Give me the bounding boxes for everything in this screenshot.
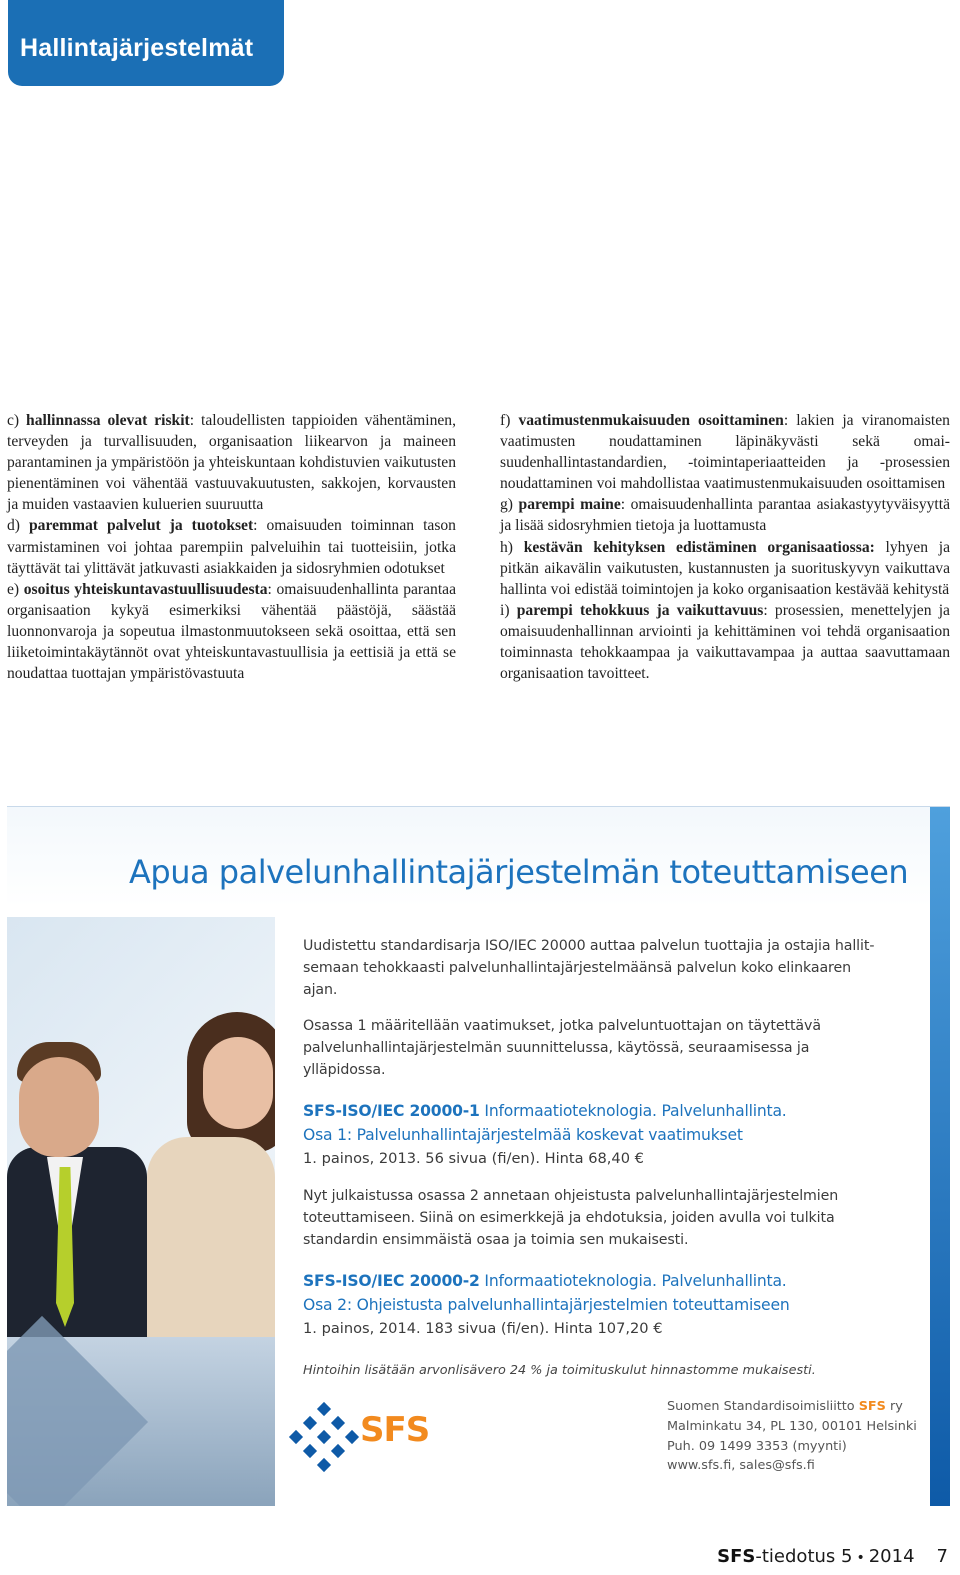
contact-block xyxy=(667,1397,917,1476)
list-item-term: paremmat palvelut ja tuotokset xyxy=(28,517,254,535)
logo-dot xyxy=(289,1430,303,1444)
standard-1-title: SFS-ISO/IEC 20000-1 Informaatioteknologia. Palvelunhallinta. xyxy=(303,1102,787,1120)
standard-2-code: SFS-ISO/IEC 20000-2 xyxy=(303,1272,480,1290)
list-item-term: osoitus yhteiskuntavastuullisuudesta xyxy=(23,580,268,598)
ad-intro-1: Uudistettu standardisarja ISO/IEC 20000 auttaa palvelun tuottajia ja ostajia hallitsemaan tehokkaasti palvelunhallintajärjestelmäänsä palvelun koko elinkaaren ajan. xyxy=(303,938,875,998)
standard-2-price: 1. painos, 2014. 183 sivua (fi/en). Hinta 107,20 € xyxy=(303,1320,663,1337)
standard-1-code: SFS-ISO/IEC 20000-1 xyxy=(303,1102,480,1120)
list-item-text: : prosessien, menettelyjen ja omaisuudenhallinnan arviointi ja kehittäminen voi tehdä organisaation toiminnasta tehokkaampaa ja vaikuttavampaa ja auttaa saavuttamaan organisaation tavoitteet. xyxy=(500,601,950,683)
list-item: e) osoitus yhteiskuntavastuullisuudesta: omaisuudenhallinta parantaa organisaation kykyä esimerkiksi vähentää päästöjä, säästää luonnonvaroja ja sopeutua ilmastonmuutokseen sekä osoittaa, että sen liiketoimintakäytännöt ovat yhteiskuntavastuullisia ja eettisiä ja että se noudattaa tuottajan ympäristövastuuta xyxy=(7,580,457,683)
footer-year: 2014 xyxy=(868,1546,915,1567)
sfs-logo-text: SFS xyxy=(360,1410,430,1450)
ad-heading: Apua palvelunhallintajärjestelmän toteuttamiseen xyxy=(129,853,909,891)
logo-dot xyxy=(345,1430,359,1444)
footer-publication: -tiedotus 5 xyxy=(755,1546,853,1567)
list-item-text: lyhyen ja pitkän aikavälin vaikutusten, kustannusten ja suorituskyvyn vaikuttava hallinta voi edistää toimintojen ja koko organisaation kestävää kehitystä xyxy=(500,538,950,598)
standard-1-subtitle: Osa 1: Palvelunhallintajärjestelmää koskevat vaatimukset xyxy=(303,1126,743,1144)
list-item: i) parempi tehokkuus ja vaikuttavuus: prosessien, menettelyjen ja omaisuudenhallinnan arviointi ja kehittäminen voi tehdä organisaation toiminnasta tehokkaampaa ja vaikuttavampaa ja auttaa saavuttamaan organisaation tavoitteet. xyxy=(500,601,950,683)
logo-dot xyxy=(331,1416,345,1430)
contact-org: Suomen Standardisoimisliitto SFS ry xyxy=(667,1399,903,1414)
list-item: h) kestävän kehityksen edistäminen organisaatiossa: lyhyen ja pitkän aikavälin vaikutusten, kustannusten ja suorituskyvyn vaikuttava hallinta voi edistää toimintojen ja koko organisaation kestävää kehitystä xyxy=(500,538,950,598)
list-item-text: : omaisuudenhallinta parantaa organisaation kykyä esimerkiksi vähentää päästöjä, säästää luonnonvaroja ja sopeutua ilmastonmuutokseen sekä osoittaa, että sen liiketoimintakäytännöt ovat yhteiskuntavastuullisia ja eettisiä ja että se noudattaa tuottajan ympäristövastuuta xyxy=(7,580,457,683)
ad-intro-3: Nyt julkaistussa osassa 2 annetaan ohjeistusta palvelunhallintajärjestelmien toteuttamiseen. Siinä on esimerkkejä ja ehdotuksia, joiden avulla voi tulkita standardin ensimmäistä osaa ja toimia sen mukaisesti. xyxy=(303,1188,839,1248)
price-note: Hintoihin lisätään arvonlisävero 24 % ja toimituskulut hinnastomme mukaisesti. xyxy=(303,1363,816,1378)
list-item-text: : omaisuudenhallinta parantaa asiakastyytyväisyyttä ja lisää sidosryhmien tietoja ja luottamusta xyxy=(500,496,950,535)
logo-dot xyxy=(317,1430,331,1444)
page-number: 7 xyxy=(936,1546,948,1567)
list-item: c) hallinnassa olevat riskit: taloudellisten tappioiden vähentäminen, terveyden ja turvallisuuden, organisaation liikearvon ja maineen parantaminen ja ympäristöön ja yhteiskuntaan kohdistuvien vaikutusten pienentäminen voi vähentää vastuuvakuutusten, sakkojen, korvausten ja muiden vastaavien kuluerien suuruutta xyxy=(7,412,457,514)
list-item-term: parempi tehokkuus ja vaikuttavuus xyxy=(516,601,764,619)
section-title: Hallintajärjestelmät xyxy=(20,34,254,62)
contact-phone: Puh. 09 1499 3353 (myynti) xyxy=(667,1438,847,1454)
photo-woman-face xyxy=(203,1037,273,1129)
contact-web: www.sfs.fi, sales@sfs.fi xyxy=(667,1458,815,1474)
list-item-text: : omaisuuden toiminnan tason varmistaminen voi johtaa parempiin palveluihin tai tuotteisiin, jotka täyttävät tai ylittävät jatkuvasti asiakkaiden ja sidosryhmien odotukset xyxy=(7,517,456,577)
standard-2-title: SFS-ISO/IEC 20000-2 Informaatioteknologia. Palvelunhallinta. xyxy=(303,1272,787,1290)
page-footer xyxy=(717,1546,948,1567)
standard-1-price: 1. painos, 2013. 56 sivua (fi/en). Hinta 68,40 € xyxy=(303,1150,644,1167)
list-item: f) vaatimustenmukaisuuden osoittaminen: lakien ja viranomaisten vaatimusten noudattaminen läpinäkyvästi sekä omaisuudenhallintastandardien, -toimintaperiaatteiden ja -prosessien noudattaminen voi mahdollistaa vaatimustenmukaisuuden osoittamisen xyxy=(500,412,950,493)
photo-man-face xyxy=(19,1057,99,1157)
list-item-term: vaatimustenmukaisuuden osoittaminen xyxy=(518,412,784,429)
ad-side-stripe xyxy=(930,807,950,1506)
list-item: g) parempi maine: omaisuudenhallinta parantaa asiakastyytyväisyyttä ja lisää sidosryhmien tietoja ja luottamusta xyxy=(500,496,950,535)
advertisement xyxy=(7,806,950,1506)
logo-dot xyxy=(331,1444,345,1458)
section-tab xyxy=(8,0,284,86)
logo-dot xyxy=(317,1458,331,1472)
footer-separator: • xyxy=(856,1550,865,1566)
footer-brand: SFS xyxy=(717,1546,756,1567)
contact-address: Malminkatu 34, PL 130, 00101 Helsinki xyxy=(667,1418,917,1434)
list-item: d) paremmat palvelut ja tuotokset: omaisuuden toiminnan tason varmistaminen voi johtaa parempiin palveluihin tai tuotteisiin, jotka täyttävät tai ylittävät jatkuvasti asiakkaiden ja sidosryhmien odotukset xyxy=(7,517,456,577)
list-item-text: : lakien ja viranomaisten vaatimusten noudattaminen läpinäkyvästi sekä omaisuudenhallintastandardien, -toimintaperiaatteiden ja -prosessien noudattaminen voi mahdollistaa vaatimustenmukaisuuden osoittamisen xyxy=(500,412,950,493)
list-item-text: : taloudellisten tappioiden vähentäminen, terveyden ja turvallisuuden, organisaation liikearvon ja maineen parantaminen ja ympäristöön ja yhteiskuntaan kohdistuvien vaikutusten pienentäminen voi vähentää vastuuvakuutusten, sakkojen, korvausten ja muiden vastaavien kuluerien suuruutta xyxy=(7,412,457,514)
logo-dot xyxy=(303,1444,317,1458)
ad-body xyxy=(303,935,883,1378)
logo-dot xyxy=(303,1416,317,1430)
sfs-logo xyxy=(285,1402,445,1474)
left-column xyxy=(7,410,456,684)
ad-photo xyxy=(7,917,275,1506)
list-item-term: hallinnassa olevat riskit xyxy=(26,412,190,429)
right-column xyxy=(500,410,950,684)
ad-intro-2: Osassa 1 määritellään vaatimukset, jotka palveluntuottajan on täytettävä palvelunhallintajärjestelmän suunnittelussa, käytössä, seuraamisessa ja ylläpidossa. xyxy=(303,1018,821,1078)
standard-2-subtitle: Osa 2: Ohjeistusta palvelunhallintajärjestelmien toteuttamiseen xyxy=(303,1296,790,1314)
list-item-term: parempi maine xyxy=(518,496,621,514)
logo-dot xyxy=(317,1402,331,1416)
list-item-term: kestävän kehityksen edistäminen organisaatiossa: xyxy=(523,538,875,556)
